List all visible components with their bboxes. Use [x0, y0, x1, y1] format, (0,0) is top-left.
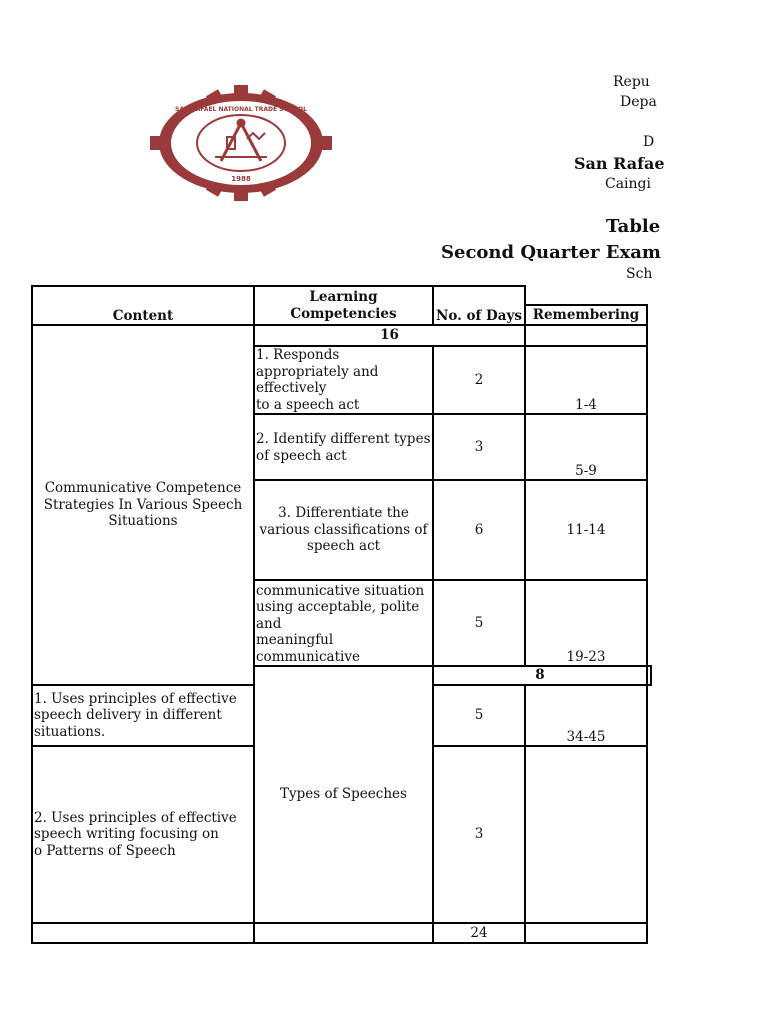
content-group2: Types of Speeches — [254, 666, 433, 923]
header-content: Content — [32, 286, 254, 325]
header-days: No. of Days — [433, 286, 525, 325]
header-remembering: Remembering — [525, 305, 647, 325]
subtotal-group2: 8 — [433, 666, 647, 685]
total-content-blank — [32, 923, 254, 943]
days-1-4: 5 — [433, 580, 525, 666]
competency-1-4: communicative situation using acceptable, polite and meaningful communicative — [254, 580, 433, 666]
competency-2-1: 1. Uses principles of effective speech delivery in different situations. — [32, 685, 254, 746]
competency-1-2: 2. Identify different types of speech act — [254, 414, 433, 480]
header-address: Caingi — [605, 176, 651, 192]
subtotal-rem-blank — [525, 325, 647, 346]
subtotal-group1: 16 — [254, 325, 525, 346]
days-1-2: 3 — [433, 414, 525, 480]
items-1-2: 5-9 — [525, 414, 647, 480]
items-1-1: 1-4 — [525, 346, 647, 414]
competency-2-2: 2. Uses principles of effective speech writing focusing on o Patterns of Speech — [32, 746, 254, 923]
content-group1: Communicative Competence Strategies In Various Speech Situations — [32, 325, 254, 685]
header-department: Depa — [620, 94, 657, 110]
days-1-1: 2 — [433, 346, 525, 414]
items-1-3: 11-14 — [525, 480, 647, 580]
header-republic: Repu — [613, 74, 650, 90]
logo-year: 1988 — [231, 175, 251, 183]
header-competencies: Learning Competencies — [254, 286, 433, 325]
days-1-3: 6 — [433, 480, 525, 580]
subtotal2-rem-blank — [647, 666, 651, 685]
header-division: D — [643, 134, 655, 150]
specification-table — [31, 285, 652, 944]
items-1-4: 19-23 — [525, 580, 647, 666]
items-2-2 — [525, 746, 647, 923]
competency-1-3: 3. Differentiate the various classifications of speech act — [254, 480, 433, 580]
title-school-year: Sch — [626, 266, 653, 282]
title-exam: Second Quarter Exam — [441, 242, 661, 263]
header-blank — [525, 286, 647, 305]
logo-text: SAN RAFAEL NATIONAL TRADE SCHOOL — [175, 106, 307, 113]
competency-1-1: 1. Responds appropriately and effectively to a speech act — [254, 346, 433, 414]
total-rem-blank — [525, 923, 647, 943]
days-2-2: 3 — [433, 746, 525, 923]
title-table: Table — [606, 216, 661, 237]
total-comp-blank — [254, 923, 433, 943]
days-2-1: 5 — [433, 685, 525, 746]
header-school: San Rafae — [574, 154, 665, 173]
total-days: 24 — [433, 923, 525, 943]
items-2-1: 34-45 — [525, 685, 647, 746]
